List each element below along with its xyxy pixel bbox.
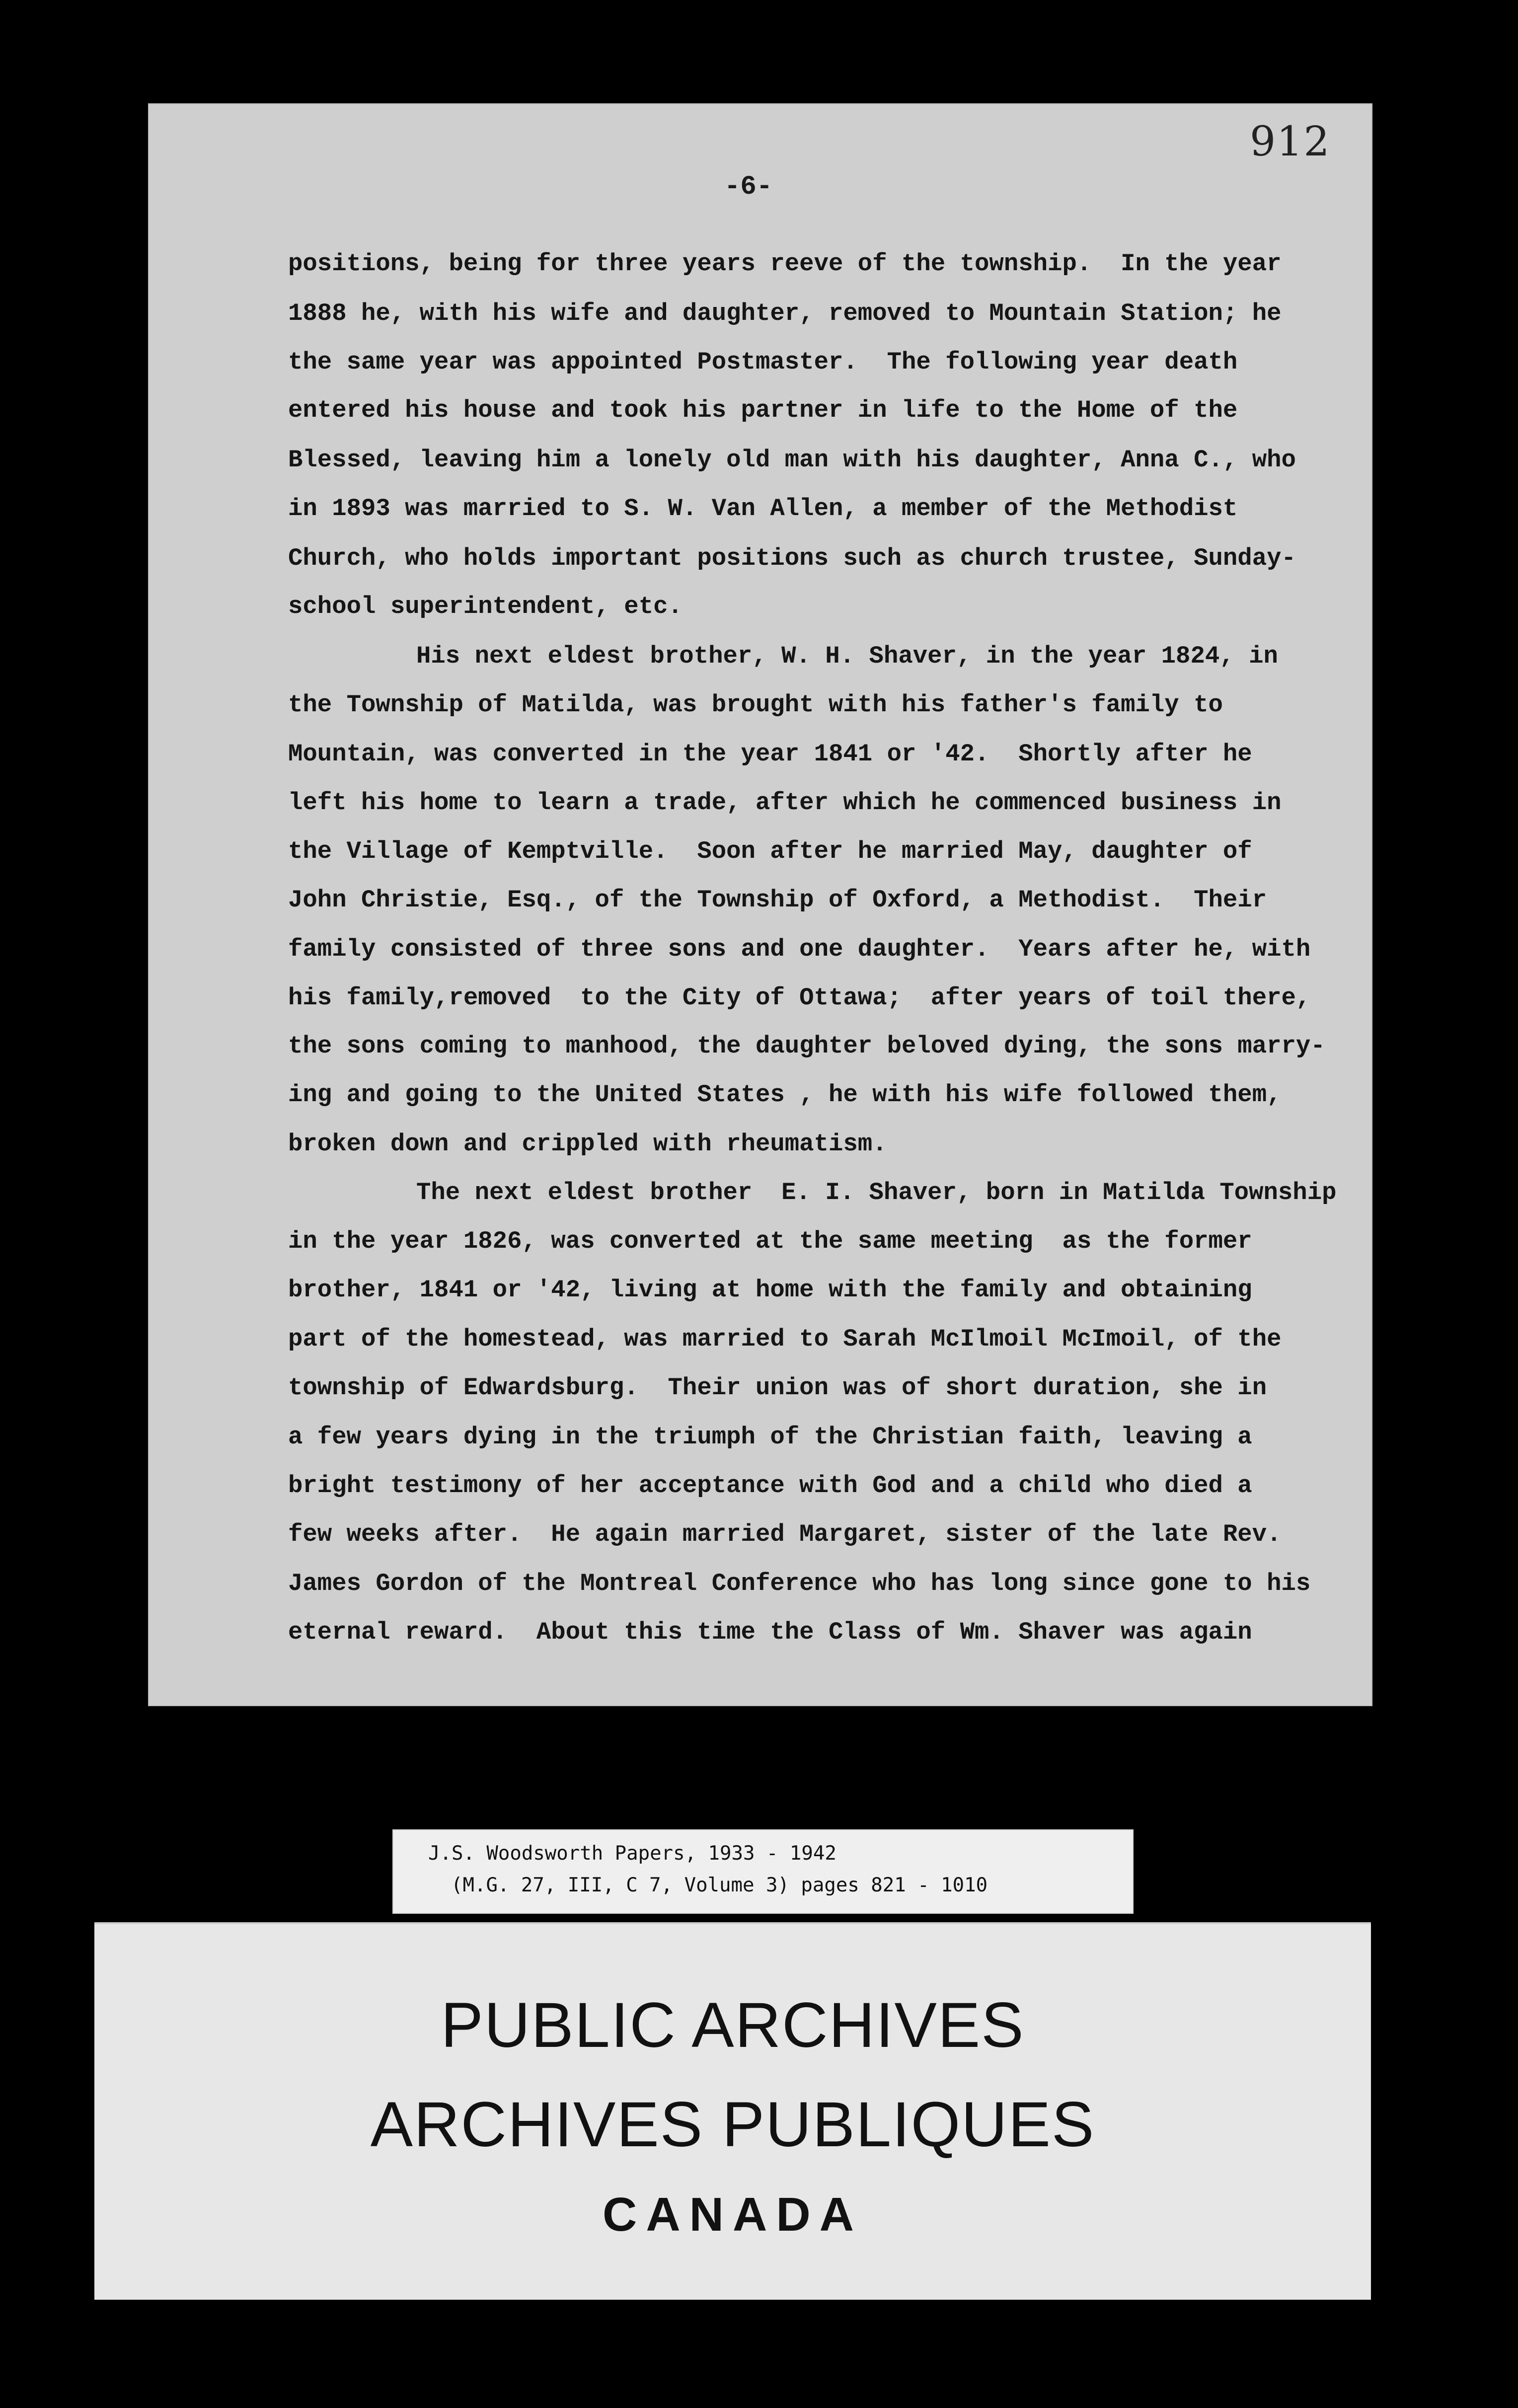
text-line: John Christie, Esq., of the Township of Oxford, a Methodist. Their	[288, 886, 1267, 914]
text-line: The next eldest brother E. I. Shaver, born in Matilda Township	[416, 1179, 1337, 1206]
text-line: the Township of Matilda, was brought with his father's family to	[288, 691, 1223, 719]
text-line: Blessed, leaving him a lonely old man with his daughter, Anna C., who	[288, 446, 1296, 474]
archives-stamp	[94, 1922, 1371, 2300]
text-line: few weeks after. He again married Margaret, sister of the late Rev.	[288, 1520, 1282, 1548]
label-line-2: (M.G. 27, III, C 7, Volume 3) pages 821 - 1010	[451, 1874, 988, 1896]
text-line: the same year was appointed Postmaster. The following year death	[288, 348, 1238, 376]
text-line: left his home to learn a trade, after which he commenced business in	[288, 789, 1282, 817]
text-line: Mountain, was converted in the year 1841 or '42. Shortly after he	[288, 740, 1252, 768]
text-line: bright testimony of her acceptance with God and a child who died a	[288, 1472, 1252, 1500]
stamp-line-3: CANADA	[603, 2188, 863, 2241]
text-line: Church, who holds important positions such as church trustee, Sunday-	[288, 544, 1296, 572]
text-line: His next eldest brother, W. H. Shaver, in the year 1824, in	[416, 642, 1278, 670]
text-line: James Gordon of the Montreal Conference who has long since gone to his	[288, 1570, 1311, 1597]
text-line: in the year 1826, was converted at the same meeting as the former	[288, 1227, 1252, 1255]
text-line: ing and going to the United States , he with his wife followed them,	[288, 1081, 1282, 1109]
text-line: 1888 he, with his wife and daughter, removed to Mountain Station; he	[288, 300, 1282, 327]
text-line: school superintendent, etc.	[288, 593, 683, 620]
text-line: his family,removed to the City of Ottawa; after years of toil there,	[288, 984, 1311, 1012]
text-line: the sons coming to manhood, the daughter beloved dying, the sons marry-	[288, 1032, 1325, 1060]
label-line-1: J.S. Woodsworth Papers, 1933 - 1942	[428, 1842, 836, 1865]
typed-page	[148, 103, 1372, 1706]
stamp-line-1: PUBLIC ARCHIVES	[441, 1990, 1025, 2061]
stamp-line-2: ARCHIVES PUBLIQUES	[370, 2089, 1095, 2160]
text-line: entered his house and took his partner in life to the Home of the	[288, 396, 1238, 424]
text-line: township of Edwardsburg. Their union was of short duration, she in	[288, 1374, 1267, 1402]
text-line: part of the homestead, was married to Sarah McIlmoil McImoil, of the	[288, 1325, 1282, 1353]
text-line: family consisted of three sons and one daughter. Years after he, with	[288, 935, 1311, 963]
page-number: 912	[1250, 118, 1331, 165]
page-marker: -6-	[724, 172, 773, 202]
text-line: in 1893 was married to S. W. Van Allen, a member of the Methodist	[288, 495, 1238, 523]
text-line: positions, being for three years reeve of the township. In the year	[288, 250, 1282, 278]
text-line: eternal reward. About this time the Class of Wm. Shaver was again	[288, 1618, 1252, 1646]
text-line: the Village of Kemptville. Soon after he married May, daughter of	[288, 837, 1252, 865]
archive-label-card	[392, 1829, 1134, 1914]
text-line: broken down and crippled with rheumatism.	[288, 1130, 887, 1158]
text-line: a few years dying in the triumph of the Christian faith, leaving a	[288, 1423, 1252, 1451]
text-line: brother, 1841 or '42, living at home with the family and obtaining	[288, 1276, 1252, 1304]
